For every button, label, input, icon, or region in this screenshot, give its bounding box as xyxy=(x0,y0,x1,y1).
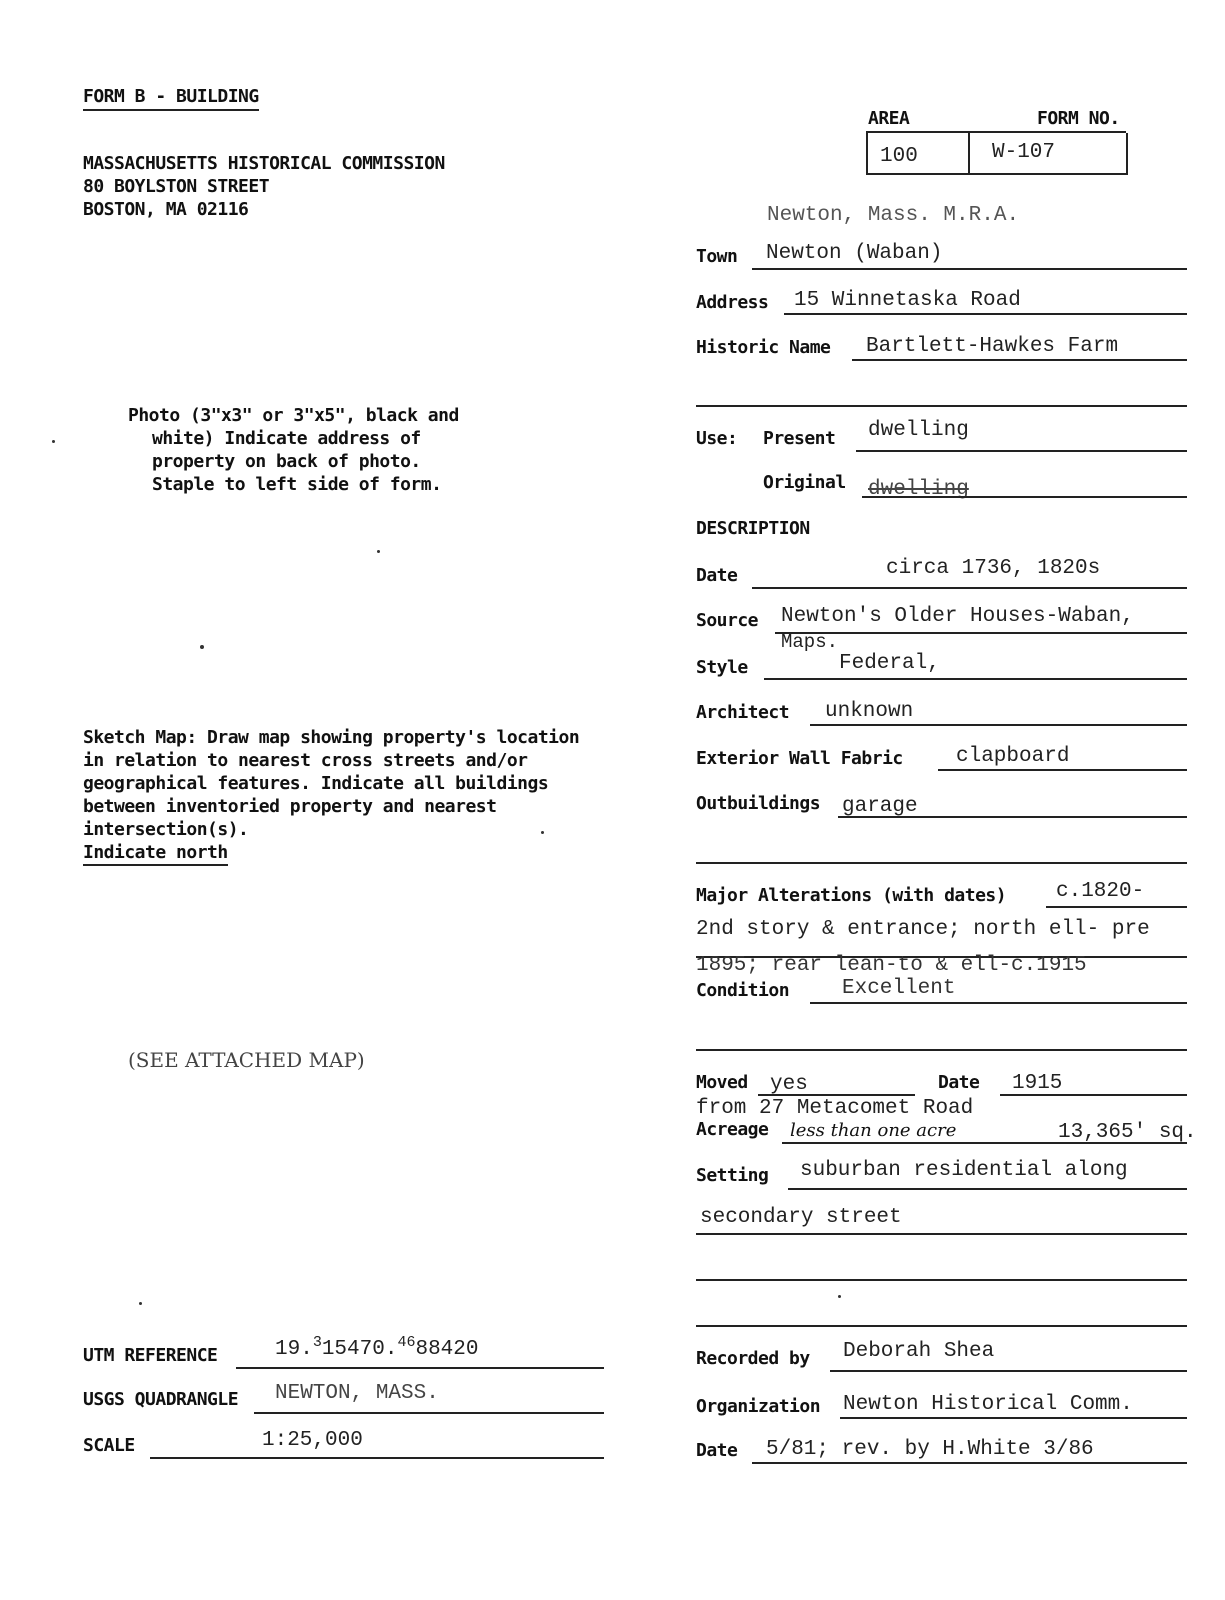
usgs-value: NEWTON, MASS. xyxy=(275,1382,439,1405)
setting-label: Setting xyxy=(696,1165,769,1186)
scan-speck xyxy=(52,440,55,443)
sketch-instruction-line: Sketch Map: Draw map showing property's location xyxy=(83,727,580,748)
historic-name-line xyxy=(852,359,1187,361)
architect-line xyxy=(810,724,1187,726)
style-line xyxy=(764,678,1187,680)
utm-zone: 19. xyxy=(275,1338,313,1361)
id-box-divider xyxy=(968,133,970,173)
organization-label: Organization xyxy=(696,1396,821,1417)
acreage-line xyxy=(782,1142,1187,1144)
utm-value xyxy=(275,1334,478,1361)
date-recorded-label: Date xyxy=(696,1440,738,1461)
agency-address xyxy=(83,152,445,221)
scan-speck xyxy=(200,645,204,649)
date-recorded-line xyxy=(752,1462,1187,1464)
organization-line xyxy=(840,1417,1187,1419)
setting-line-1 xyxy=(788,1188,1187,1190)
original-line xyxy=(862,496,1187,498)
outbuildings-extra-line xyxy=(696,862,1187,864)
moved-value: yes xyxy=(770,1073,808,1096)
utm-label: UTM REFERENCE xyxy=(83,1345,218,1366)
present-value: dwelling xyxy=(868,419,969,442)
town-label: Town xyxy=(696,246,738,267)
town-value: Newton (Waban) xyxy=(766,242,943,265)
outbuildings-line xyxy=(838,816,1187,818)
historic-name-extra-line xyxy=(696,405,1187,407)
alterations-line-1 xyxy=(1046,906,1187,908)
outbuildings-value: garage xyxy=(842,795,918,818)
condition-line xyxy=(810,1002,1187,1004)
date-label: Date xyxy=(696,565,738,586)
date-line xyxy=(752,587,1187,589)
utm-line xyxy=(236,1367,604,1369)
utm-easting-prefix: 3 xyxy=(312,1334,322,1351)
organization-value: Newton Historical Comm. xyxy=(843,1393,1133,1416)
usgs-line xyxy=(254,1412,604,1414)
original-value: dwelling xyxy=(868,478,969,501)
historic-name-value: Bartlett-Hawkes Farm xyxy=(866,335,1119,358)
form-title: FORM B - BUILDING xyxy=(83,86,259,111)
scan-speck xyxy=(377,550,380,553)
description-label: DESCRIPTION xyxy=(696,518,810,539)
source-label: Source xyxy=(696,610,759,631)
town-line xyxy=(752,268,1187,270)
source-value-cont: Maps. xyxy=(781,631,839,653)
sketch-map-instructions xyxy=(83,726,579,866)
photo-instructions xyxy=(128,404,459,496)
alterations-value-1: c.1820- xyxy=(1056,880,1145,903)
area-label: AREA xyxy=(868,108,910,129)
sketch-instruction-line: between inventoried property and nearest xyxy=(83,796,497,817)
wall-fabric-label: Exterior Wall Fabric xyxy=(696,748,903,769)
style-value: Federal, xyxy=(839,652,940,675)
moved-line xyxy=(758,1094,915,1096)
utm-northing-prefix: 46 xyxy=(397,1334,416,1351)
address-line xyxy=(784,313,1187,315)
outbuildings-label: Outbuildings xyxy=(696,793,821,814)
setting-value-2: secondary street xyxy=(700,1206,902,1229)
alterations-value-3: 1895; rear lean-to & ell-c.1915 xyxy=(696,954,1087,977)
original-label: Original xyxy=(763,472,846,493)
wall-fabric-line xyxy=(938,769,1187,771)
scale-line xyxy=(150,1457,604,1459)
photo-instruction-line: Photo (3"x3" or 3"x5", black and xyxy=(128,405,459,426)
style-label: Style xyxy=(696,657,748,678)
recorded-by-value: Deborah Shea xyxy=(843,1340,995,1363)
area-value: 100 xyxy=(880,145,918,168)
mra-note: Newton, Mass. M.R.A. xyxy=(767,204,1020,227)
acreage-value: 13,365' sq. xyxy=(1058,1121,1197,1144)
usgs-label: USGS QUADRANGLE xyxy=(83,1389,239,1410)
recorded-by-label: Recorded by xyxy=(696,1348,810,1369)
historic-name-label: Historic Name xyxy=(696,337,831,358)
use-label: Use: xyxy=(696,428,738,449)
acreage-handwritten: less than one acre xyxy=(790,1120,957,1141)
address-label: Address xyxy=(696,292,769,313)
utm-northing: 88420 xyxy=(415,1338,479,1361)
condition-label: Condition xyxy=(696,980,790,1001)
moved-label: Moved xyxy=(696,1072,748,1093)
indicate-north: Indicate north xyxy=(83,841,228,866)
architect-value: unknown xyxy=(825,700,914,723)
scan-speck xyxy=(139,1302,142,1305)
scale-value: 1:25,000 xyxy=(262,1429,363,1452)
setting-line-4 xyxy=(696,1325,1187,1327)
date-recorded-value: 5/81; rev. by H.White 3/86 xyxy=(766,1438,1094,1461)
sketch-instruction-line: intersection(s). xyxy=(83,819,249,840)
see-attached-map: (SEE ATTACHED MAP) xyxy=(128,1048,365,1072)
sketch-instruction-line: geographical features. Indicate all buildings xyxy=(83,773,549,794)
date-value: circa 1736, 1820s xyxy=(886,557,1101,580)
form-no-value: W-107 xyxy=(992,141,1056,164)
scan-speck xyxy=(541,831,544,834)
scan-speck xyxy=(838,1295,841,1298)
setting-line-3 xyxy=(696,1279,1187,1281)
scale-label: SCALE xyxy=(83,1435,135,1456)
wall-fabric-value: clapboard xyxy=(956,745,1070,768)
architect-label: Architect xyxy=(696,702,790,723)
moved-date-value: 1915 xyxy=(1012,1072,1063,1095)
present-line xyxy=(856,450,1187,452)
recorded-by-line xyxy=(830,1370,1187,1372)
photo-instruction-line: property on back of photo. xyxy=(152,451,421,472)
condition-extra-line xyxy=(696,1049,1187,1051)
setting-line-2 xyxy=(696,1233,1187,1235)
present-label: Present xyxy=(763,428,836,449)
form-no-label: FORM NO. xyxy=(1037,108,1120,129)
moved-from: from 27 Metacomet Road xyxy=(696,1097,974,1120)
id-box xyxy=(866,133,1128,175)
photo-instruction-line: white) Indicate address of xyxy=(152,428,421,449)
alterations-value-2: 2nd story & entrance; north ell- pre xyxy=(696,918,1150,941)
utm-easting: 15470. xyxy=(321,1338,398,1361)
moved-date-line xyxy=(1000,1094,1187,1096)
photo-instruction-line: Staple to left side of form. xyxy=(152,474,442,495)
agency-name: MASSACHUSETTS HISTORICAL COMMISSION xyxy=(83,153,445,174)
source-value: Newton's Older Houses-Waban, xyxy=(781,605,1134,628)
alterations-label: Major Alterations (with dates) xyxy=(696,885,1007,906)
sketch-instruction-line: in relation to nearest cross streets and/or xyxy=(83,750,528,771)
agency-city: BOSTON, MA 02116 xyxy=(83,199,249,220)
moved-date-label: Date xyxy=(938,1072,980,1093)
setting-value-1: suburban residential along xyxy=(800,1159,1128,1182)
condition-value: Excellent xyxy=(842,977,956,1000)
address-value: 15 Winnetaska Road xyxy=(794,289,1021,312)
acreage-label: Acreage xyxy=(696,1119,769,1140)
agency-street: 80 BOYLSTON STREET xyxy=(83,176,270,197)
